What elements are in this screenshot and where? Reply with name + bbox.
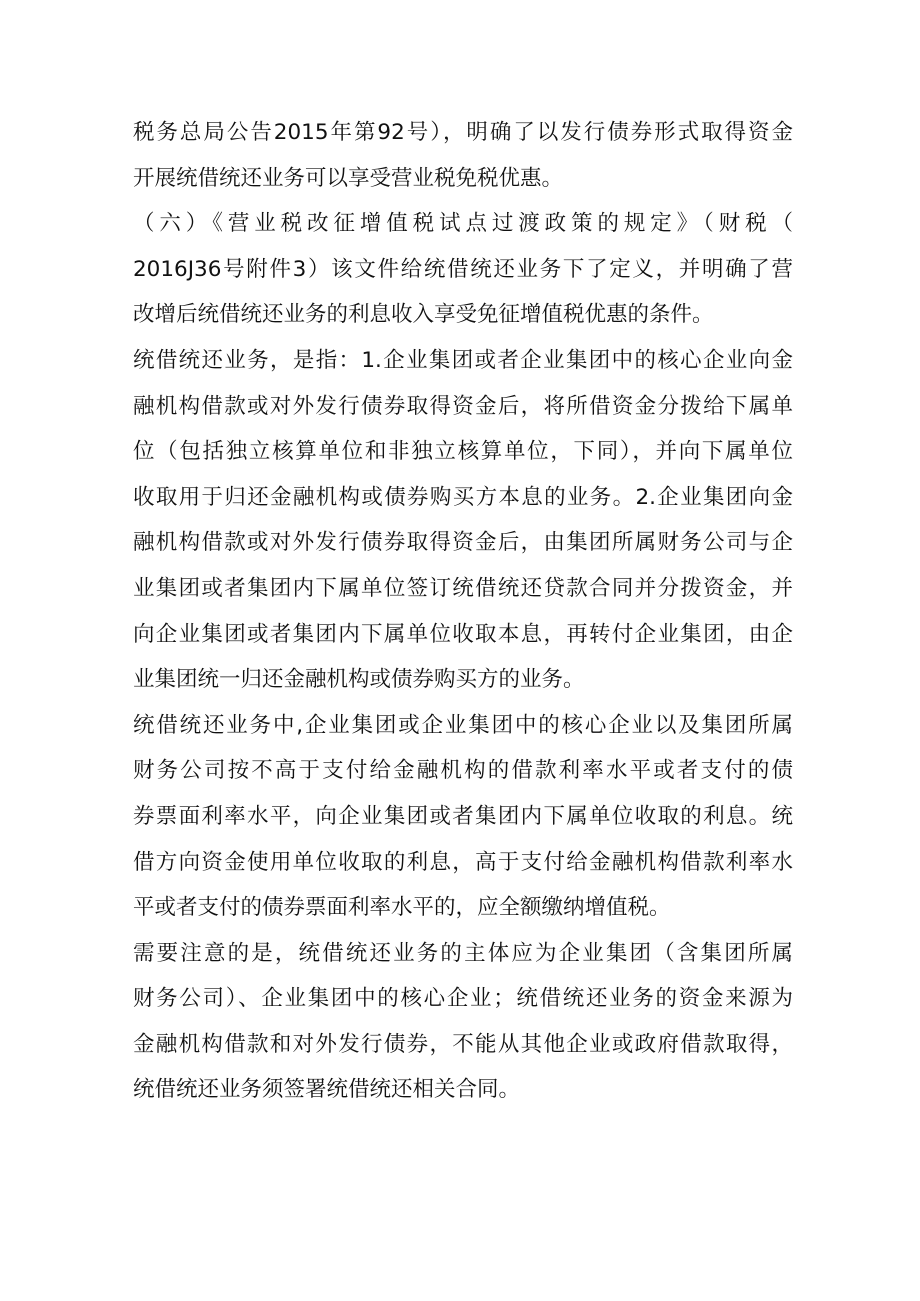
text-line: （六）《营业税改征增值税试点过渡政策的规定》（财税（	[133, 211, 793, 237]
text-line: 统借统还业务须签署统借统还相关合同。	[133, 1077, 521, 1103]
text-line: 统借统还业务，是指：1.企业集团或者企业集团中的核心企业向金	[133, 347, 793, 373]
text-line: 财务公司按不高于支付给金融机构的借款利率水平或者支付的债	[133, 758, 793, 784]
text-line: 改增后统借统还业务的利息收入享受免征增值税优惠的条件。	[133, 302, 714, 328]
text-line: 向企业集团或者集团内下属单位收取本息，再转付企业集团，由企	[133, 621, 793, 647]
text-line: 位（包括独立核算单位和非独立核算单位，下同），并向下属单位	[133, 439, 793, 465]
text-line: 2016J36号附件3）该文件给统借统还业务下了定义，并明确了营	[133, 256, 793, 282]
text-line: 借方向资金使用单位收取的利息，高于支付给金融机构借款利率水	[133, 849, 793, 875]
text-line: 融机构借款或对外发行债券取得资金后，将所借资金分拨给下属单	[133, 393, 793, 419]
text-line: 收取用于归还金融机构或债券购买方本息的业务。2.企业集团向金	[133, 484, 793, 510]
text-line: 业集团或者集团内下属单位签订统借统还贷款合同并分拨资金，并	[133, 575, 793, 601]
text-line: 需要注意的是，统借统还业务的主体应为企业集团（含集团所属	[133, 940, 793, 966]
text-line: 平或者支付的债券票面利率水平的，应全额缴纳增值税。	[133, 895, 671, 921]
text-line: 开展统借统还业务可以享受营业税免税优惠。	[133, 165, 564, 191]
document-body	[133, 110, 793, 1113]
text-line: 税务总局公告2015年第92号），明确了以发行债券形式取得资金	[133, 120, 793, 145]
text-line: 财务公司）、企业集团中的核心企业；统借统还业务的资金来源为	[133, 986, 793, 1012]
text-line: 融机构借款或对外发行债券取得资金后，由集团所属财务公司与企	[133, 530, 793, 556]
text-line: 业集团统一归还金融机构或债券购买方的业务。	[133, 667, 585, 693]
text-line: 金融机构借款和对外发行债券，不能从其他企业或政府借款取得，	[133, 1031, 793, 1057]
text-line: 统借统还业务中,企业集团或企业集团中的核心企业以及集团所属	[133, 712, 793, 738]
text-line: 券票面利率水平，向企业集团或者集团内下属单位收取的利息。统	[133, 803, 793, 829]
